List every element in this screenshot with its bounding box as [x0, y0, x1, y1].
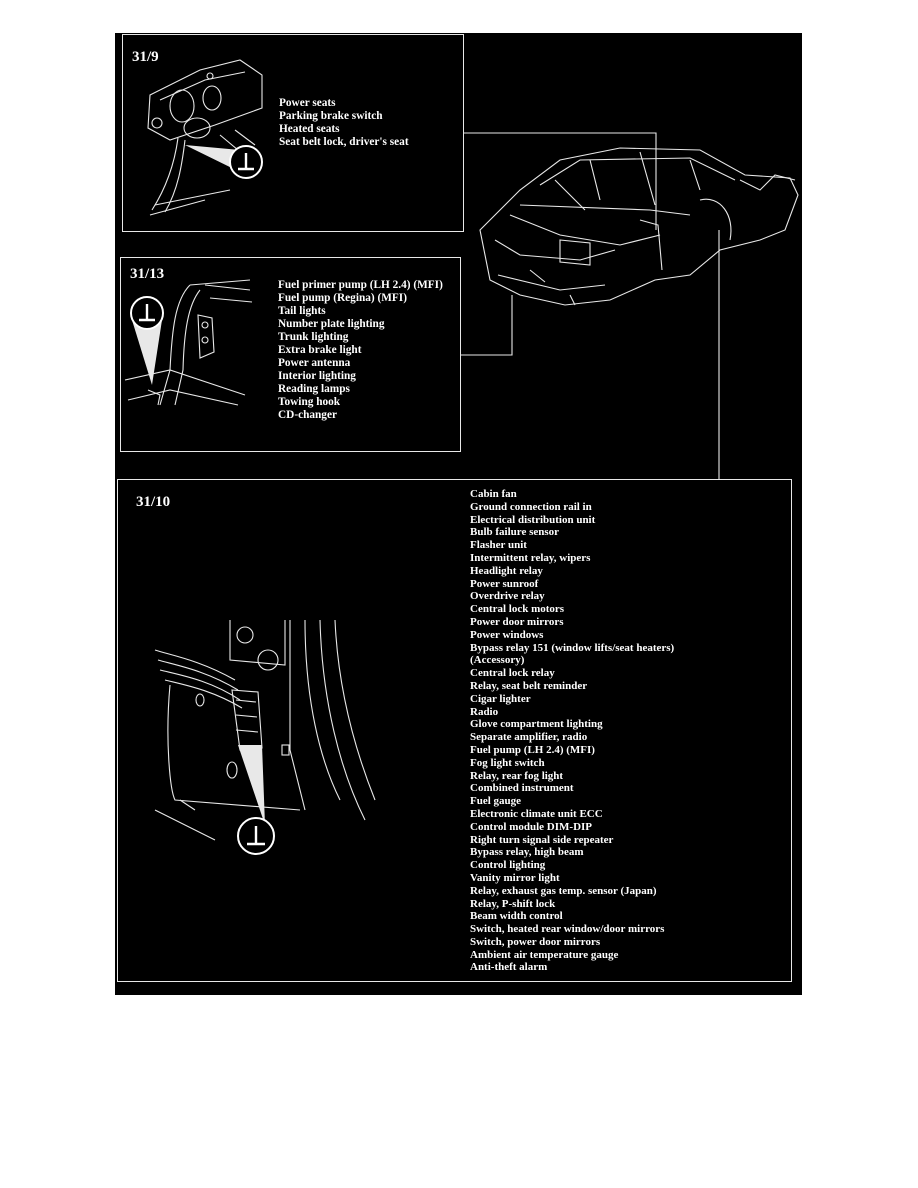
- panel-id-31-10: 31/10: [136, 494, 171, 510]
- component-list-31-13: [278, 279, 443, 422]
- component-item: Flasher unit: [470, 539, 527, 552]
- leader-31-13: [461, 295, 512, 355]
- component-item: Bypass relay, high beam: [470, 846, 584, 859]
- panel-id-31-13: 31/13: [130, 266, 165, 282]
- component-item: Parking brake switch: [279, 110, 383, 122]
- component-list-31-10: [470, 488, 674, 974]
- component-item: Cigar lighter: [470, 692, 531, 705]
- component-item: Ground connection rail in: [470, 500, 592, 513]
- leader-31-9: [464, 133, 656, 230]
- component-item: Cabin fan: [470, 488, 517, 500]
- component-item: CD-changer: [278, 409, 337, 421]
- panel-id-31-9: 31/9: [132, 49, 159, 65]
- component-item: Seat belt lock, driver's seat: [279, 136, 409, 148]
- component-item: Switch, heated rear window/door mirrors: [470, 923, 665, 936]
- component-item: Reading lamps: [278, 383, 350, 395]
- component-item: Vanity mirror light: [470, 871, 560, 884]
- component-item: Tail lights: [278, 305, 326, 317]
- component-item: Relay, seat belt reminder: [470, 679, 588, 692]
- component-item: Anti-theft alarm: [470, 961, 548, 974]
- component-item: Number plate lighting: [278, 318, 385, 330]
- component-item: Power windows: [470, 628, 544, 641]
- component-item: Electronic climate unit ECC: [470, 807, 603, 820]
- component-item: Fuel pump (LH 2.4) (MFI): [470, 743, 595, 756]
- component-item: Headlight relay: [470, 564, 543, 577]
- component-item: Separate amplifier, radio: [470, 731, 588, 744]
- component-item: Relay, rear fog light: [470, 769, 564, 782]
- panel-31-10: [117, 479, 792, 982]
- component-item: Towing hook: [278, 396, 341, 408]
- component-item: Electrical distribution unit: [470, 513, 596, 526]
- component-item: Control module DIM-DIP: [470, 820, 593, 833]
- component-item: Fuel primer pump (LH 2.4) (MFI): [278, 279, 443, 291]
- component-item: Extra brake light: [278, 344, 362, 356]
- component-item: Right turn signal side repeater: [470, 833, 614, 846]
- component-item: Interior lighting: [278, 370, 356, 382]
- component-item: Beam width control: [470, 910, 563, 923]
- component-item: Switch, power door mirrors: [470, 935, 601, 948]
- component-item: Control lighting: [470, 859, 546, 872]
- component-item: Power seats: [279, 97, 336, 109]
- component-item: Trunk lighting: [278, 331, 349, 343]
- component-item: Relay, P-shift lock: [470, 897, 556, 910]
- component-item: Fuel pump (Regina) (MFI): [278, 292, 407, 304]
- component-item: Bypass relay 151 (window lifts/seat heaters): [470, 641, 675, 654]
- component-item: Combined instrument: [470, 782, 574, 795]
- component-item: Ambient air temperature gauge: [470, 948, 619, 961]
- component-item: (Accessory): [470, 654, 525, 667]
- component-item: Central lock relay: [470, 667, 555, 680]
- component-item: Relay, exhaust gas temp. sensor (Japan): [470, 884, 657, 897]
- car-body-drawing: [480, 148, 798, 305]
- component-item: Radio: [470, 705, 499, 718]
- component-item: Heated seats: [279, 123, 340, 135]
- component-item: Fuel gauge: [470, 795, 522, 808]
- component-list-31-9: [279, 97, 409, 149]
- component-item: Fog light switch: [470, 756, 545, 769]
- component-item: Central lock motors: [470, 603, 565, 616]
- component-item: Overdrive relay: [470, 590, 545, 603]
- component-item: Bulb failure sensor: [470, 526, 560, 539]
- component-item: Intermittent relay, wipers: [470, 551, 591, 564]
- component-item: Glove compartment lighting: [470, 718, 603, 731]
- component-item: Power antenna: [278, 357, 351, 369]
- component-item: Power door mirrors: [470, 615, 564, 628]
- component-item: Power sunroof: [470, 577, 539, 590]
